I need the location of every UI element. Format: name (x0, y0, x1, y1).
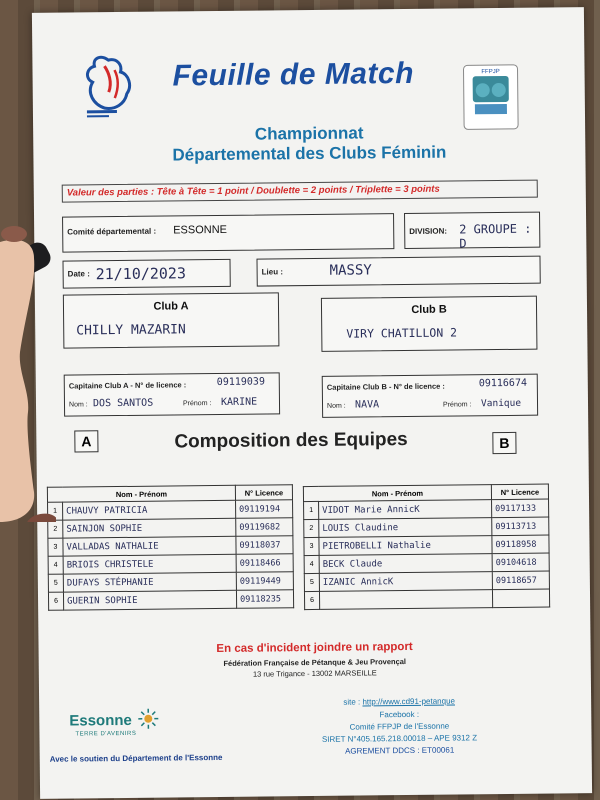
facebook-line: Facebook : (379, 709, 420, 720)
team-b-letter: B (492, 432, 516, 454)
date-label: Date : (67, 269, 90, 279)
player-name: BECK Claude (319, 554, 492, 574)
captain-a-nom-label: Nom : (68, 401, 88, 409)
site-link[interactable]: http://www.cd91-petanque (362, 696, 456, 707)
club-a-title: Club A (153, 300, 189, 313)
player-licence: 09119194 (236, 500, 293, 519)
player-name: GUERIN SOPHIE (63, 590, 236, 610)
captain-b-box (322, 374, 538, 418)
captain-b-nom: NAVA (354, 399, 380, 411)
captain-a-prenom-label: Prénom : (182, 400, 212, 408)
player-name: SAINJON SOPHIE (63, 518, 236, 538)
team-a-header-name: Nom - Prénom (47, 485, 235, 502)
rooster-logo-icon (78, 52, 141, 123)
team-a-header-licence: N° Licence (235, 485, 292, 501)
club-a-box (63, 292, 280, 348)
incident-notice: En cas d'incident joindre un rapport (216, 640, 413, 656)
player-licence: 09118466 (236, 554, 293, 573)
federation-address: 13 rue Trigance - 13002 MARSEILLE (252, 668, 377, 679)
sun-icon (137, 708, 159, 730)
table-row (48, 590, 293, 611)
site-label: site : (343, 697, 361, 707)
row-number: 1 (48, 502, 63, 520)
comite-label: Comité départemental : (67, 226, 157, 237)
lieu-value: MASSY (329, 262, 372, 279)
date-box (62, 259, 230, 289)
captain-b-label: Capitaine Club B - N° de licence : (326, 381, 445, 392)
player-licence: 09118037 (236, 536, 293, 555)
sheet-title: Feuille de Match (172, 56, 415, 93)
team-b-header-licence: N° Licence (491, 484, 548, 500)
player-licence: 09118657 (492, 571, 549, 590)
row-number: 4 (304, 555, 319, 573)
facebook-name: Comité FFPJP de l'Essonne (349, 721, 450, 732)
row-number: 1 (304, 501, 319, 519)
row-number: 2 (48, 520, 63, 538)
player-licence: 09117133 (492, 499, 549, 518)
club-b-title: Club B (411, 303, 447, 316)
row-number: 6 (304, 591, 319, 609)
comite-value: ESSONNE (173, 223, 228, 237)
captain-a-prenom: KARINE (220, 396, 258, 408)
division-box (404, 212, 540, 249)
player-licence: 09119449 (236, 572, 293, 591)
hand-overlay (0, 222, 56, 522)
division-value: 2 GROUPE : D (459, 221, 532, 251)
captain-a-licence: 09119039 (216, 376, 266, 388)
player-name: IZANIC AnnicK (319, 572, 492, 592)
player-name (319, 590, 492, 610)
championship-subtitle: Départemental des Clubs Féminin (172, 142, 447, 165)
date-value: 21/10/2023 (95, 264, 187, 284)
player-licence: 09119682 (236, 518, 293, 537)
player-licence: 09118235 (236, 590, 293, 609)
support-notice: Avec le soutien du Département de l'Essonne (49, 752, 223, 764)
team-a-table (47, 484, 294, 611)
player-name: PIETROBELLI Nathalie (319, 536, 492, 556)
team-a-letter: A (74, 430, 98, 452)
row-number: 5 (48, 574, 63, 592)
essonne-logo: Essonne (69, 711, 132, 730)
ffpjp-logo-icon (462, 64, 519, 131)
essonne-tagline: TERRE D'AVENIRS (75, 730, 137, 738)
player-licence: 09104618 (492, 553, 549, 572)
player-name: VIDOT Marie AnnicK (319, 500, 492, 520)
player-name: BRIOIS CHRISTELE (63, 554, 236, 574)
player-name: CHAUVY PATRICIA (63, 500, 236, 520)
match-sheet (32, 7, 592, 799)
player-name: LOUIS Claudine (319, 518, 492, 538)
composition-title: Composition des Equipes (174, 429, 408, 453)
captain-a-nom: DOS SANTOS (92, 397, 154, 410)
club-a-name: CHILLY MAZARIN (76, 322, 186, 339)
lieu-label: Lieu : (261, 267, 284, 277)
row-number: 4 (48, 556, 63, 574)
svg-text:FFPJP: FFPJP (481, 69, 500, 76)
table-row (304, 589, 549, 610)
player-licence (492, 589, 549, 608)
captain-b-licence: 09116674 (478, 377, 528, 390)
lieu-box (256, 256, 540, 287)
club-b-box (321, 296, 538, 352)
team-b-table (303, 484, 550, 611)
federation-name: Fédération Française de Pétanque & Jeu Provençal (223, 657, 407, 668)
player-name: DUFAYS STÉPHANIE (63, 572, 236, 592)
division-label: DIVISION: (409, 226, 448, 236)
team-b-header-name: Nom - Prénom (303, 485, 491, 502)
row-number: 3 (304, 537, 319, 555)
player-licence: 09118958 (492, 535, 549, 554)
comite-box (62, 213, 394, 252)
captain-a-label: Capitaine Club A - N° de licence : (68, 380, 187, 391)
site-line (269, 696, 529, 708)
captain-a-box (64, 372, 280, 416)
captain-b-nom-label: Nom : (326, 402, 346, 410)
row-number: 5 (304, 573, 319, 591)
siret-line: SIRET N°405.165.218.00018 – APE 9312 Z (321, 733, 478, 744)
row-number: 3 (48, 538, 63, 556)
captain-b-prenom-label: Prénom : (442, 401, 472, 409)
row-number: 6 (48, 592, 63, 610)
agrement-line: AGREMENT DDCS : ET00061 (344, 745, 455, 756)
championship-title: Championnat (254, 123, 364, 144)
player-name: VALLADAS NATHALIE (63, 536, 236, 556)
captain-b-prenom: Vanique (480, 397, 522, 410)
match-values-banner: Valeur des parties : Tête à Tête = 1 point / Doublette = 2 points / Triplette = 3 points (62, 180, 538, 203)
club-b-name: VIRY CHATILLON 2 (346, 325, 458, 341)
player-licence: 09113713 (492, 517, 549, 536)
row-number: 2 (304, 519, 319, 537)
